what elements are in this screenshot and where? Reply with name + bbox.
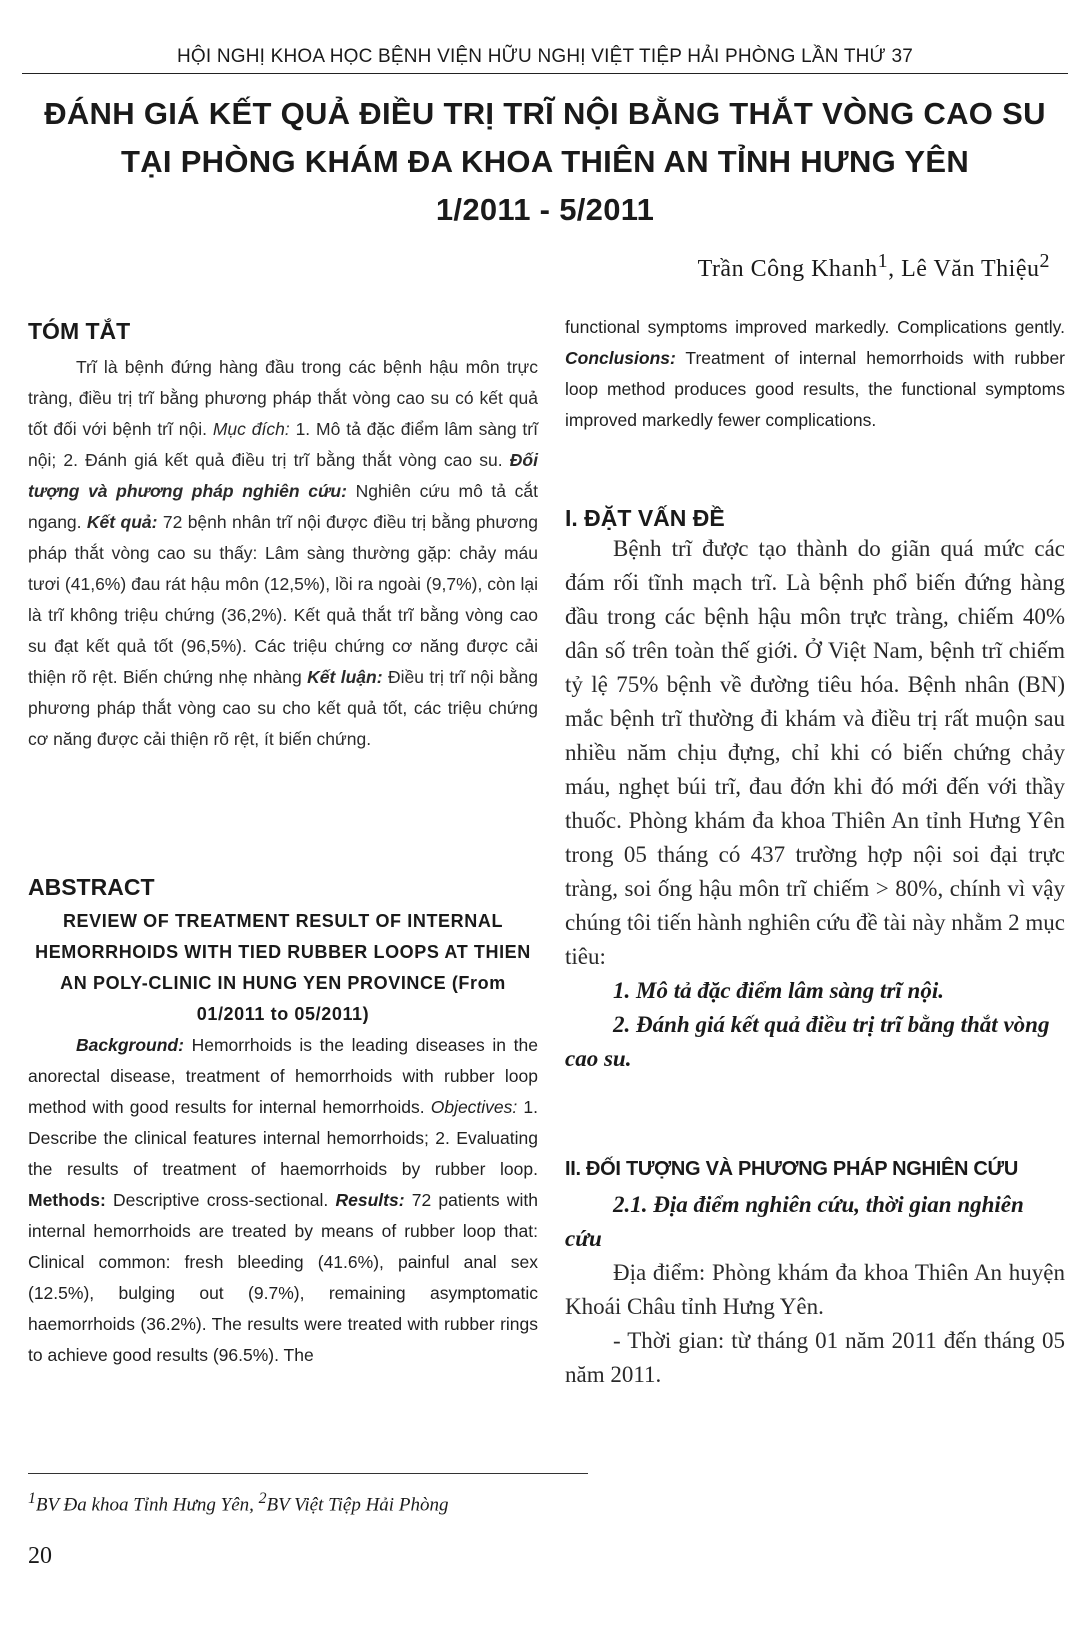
section-2 [565,1188,1065,1392]
tom-tat-heading: TÓM TẮT [28,318,131,344]
author-2: Lê Văn Thiệu [901,256,1040,282]
section-2-location: Địa điểm: Phòng khám đa khoa Thiên An huyện Khoái Châu tỉnh Hưng Yên. [565,1260,1065,1319]
footnote-rule [28,1473,588,1474]
tom-tat-section [28,352,538,755]
footnote-mark-2: 2 [258,1490,267,1507]
author-1-affiliation: 1 [877,250,889,272]
kw-objectives: Objectives: [430,1097,518,1117]
objective-2: 2. Đánh giá kết quả điều trị trĩ bằng thắt vòng cao su. [565,1012,1050,1071]
abstract-title: REVIEW OF TREATMENT RESULT OF INTERNAL HEMORRHOIDS WITH TIED RUBBER LOOPS AT THIEN AN POLY-CLINIC IN HUNG YEN PROVINCE (From 01/2011 to 05/2011) [35,911,531,1024]
abstract-heading: ABSTRACT [28,874,155,900]
abstract-section [28,1030,538,1371]
title-line-3: 1/2011 - 5/2011 [435,192,655,227]
running-head: HỘI NGHỊ KHOA HỌC BỆNH VIỆN HỮU NGHỊ VIỆT TIỆP HẢI PHÒNG LẦN THỨ 37 [177,46,913,67]
abstract-paragraph-cont: functional symptoms improved markedly. Complications gently. Conclusions: Treatment of internal hemorrhoids with rubber loop method produces good results, the functional symptoms improved markedly fewer complications. [565,317,1065,430]
section-1 [565,532,1065,1076]
kw-doi-tuong: Đối tượng và phương pháp nghiên cứu: [28,450,538,501]
footnote-affiliation-1: BV Đa khoa Tỉnh Hưng Yên, [35,1494,259,1516]
header-rule [22,73,1068,74]
kw-conclusions: Conclusions: [565,348,676,368]
kw-results: Results: [335,1190,405,1210]
footnote-mark-1: 1 [28,1490,36,1507]
authors [698,250,1050,283]
tom-tat-paragraph: Trĩ là bệnh đứng hàng đầu trong các bệnh hậu môn trực tràng, điều trị trĩ bằng phương pháp thắt vòng cao su có kết quả tốt đối với bệnh trĩ nội. Mục đích: 1. Mô tả đặc điểm lâm sàng trĩ nội; 2. Đánh giá kết quả điều trị trĩ bằng thắt vòng cao su. Đối tượng và phương pháp nghiên cứu: Nghiên cứu mô tả cắt ngang. Kết quả: 72 bệnh nhân trĩ nội được điều trị bằng phương pháp thắt vòng cao su thấy: Lâm sàng thường gặp: chảy máu tươi (41,6%) đau rát hậu môn (12,5%), lồi ra ngoài (9,7%), còn lại là trĩ không triệu chứng (36,2%). Kết quả thắt trĩ bằng vòng cao su đạt kết quả tốt (96,5%). Các triệu chứng cơ năng được cải thiện rõ rệt. Biến chứng nhẹ nhàng Kết luận: Điều trị trĩ nội bằng phương pháp thắt vòng cao su cho kết quả tốt, các triệu chứng cơ năng được cải thiện rõ rệt, ít biến chứng. [28,357,538,749]
author-1: Trần Công Khanh [697,256,878,282]
section-2-time: - Thời gian: từ tháng 01 năm 2011 đến tháng 05 năm 2011. [565,1328,1065,1387]
kw-ket-qua: Kết quả: [86,512,158,532]
abstract-paragraph: Background: Hemorrhoids is the leading diseases in the anorectal disease, treatment of hemorrhoids with rubber loop method with good results for internal hemorrhoids. Objectives: 1. Describe the clinical features internal hemorrhoids; 2. Evaluating the results of treatment of haemorrhoids by rubber loop. Methods: Descriptive cross-sectional. Results: 72 patients with internal hemorrhoids are treated by means of rubber loop that: Clinical common: fresh bleeding (41.6%), painful anal sex (12.5%), bulging out (9.7%), remaining asymptomatic haemorrhoids (36.2%). The results were treated with rubber rings to achieve good results (96.5%). The [28,1035,538,1365]
subsection-2-1-heading: 2.1. Địa điểm nghiên cứu, thời gian nghiên cứu [565,1192,1024,1251]
title-line-1: ĐÁNH GIÁ KẾT QUẢ ĐIỀU TRỊ TRĨ NỘI BẰNG THẮT VÒNG CAO SU [44,96,1046,131]
kw-background: Background: [76,1035,184,1055]
page-number: 20 [28,1543,52,1569]
author-separator: , [888,256,902,282]
author-2-affiliation: 2 [1039,250,1050,272]
kw-ket-luan: Kết luận: [307,667,383,687]
paper-title [20,90,1070,234]
section-2-heading: II. ĐỐI TƯỢNG VÀ PHƯƠNG PHÁP NGHIÊN CỨU [565,1158,1018,1180]
kw-muc-dich: Mục đích: [212,419,290,439]
kw-methods: Methods: [28,1190,106,1210]
section-1-paragraph: Bệnh trĩ được tạo thành do giãn quá mức các đám rối tĩnh mạch trĩ. Là bệnh phổ biến đứng hàng đầu trong các bệnh hậu môn trực tràng, chiếm 40% dân số trên toàn thế giới. Ở Việt Nam, bệnh trĩ chiếm tỷ lệ 75% bệnh về đường tiêu hóa. Bệnh nhân (BN) mắc bệnh trĩ thường đi khám và điều trị rất muộn sau nhiều năm chịu đựng, chỉ khi có biến chứng chảy máu, nghẹt búi trĩ, đau đớn khi đó mới đến với thầy thuốc. Phòng khám đa khoa Thiên An tỉnh Hưng Yên trong 05 tháng có 437 trường hợp nội soi đại trực tràng, soi ống hậu môn trĩ chiếm > 80%, chính vì vậy chúng tôi tiến hành nghiên cứu đề tài này nhằm 2 mục tiêu: [565,536,1065,969]
section-1-heading: I. ĐẶT VẤN ĐỀ [565,505,725,531]
abstract-continuation [565,312,1065,436]
footnote [28,1490,448,1516]
objective-1: 1. Mô tả đặc điểm lâm sàng trĩ nội. [613,978,944,1003]
footnote-affiliation-2: BV Việt Tiệp Hải Phòng [266,1494,449,1516]
title-line-2: TẠI PHÒNG KHÁM ĐA KHOA THIÊN AN TỈNH HƯNG YÊN [120,144,970,179]
